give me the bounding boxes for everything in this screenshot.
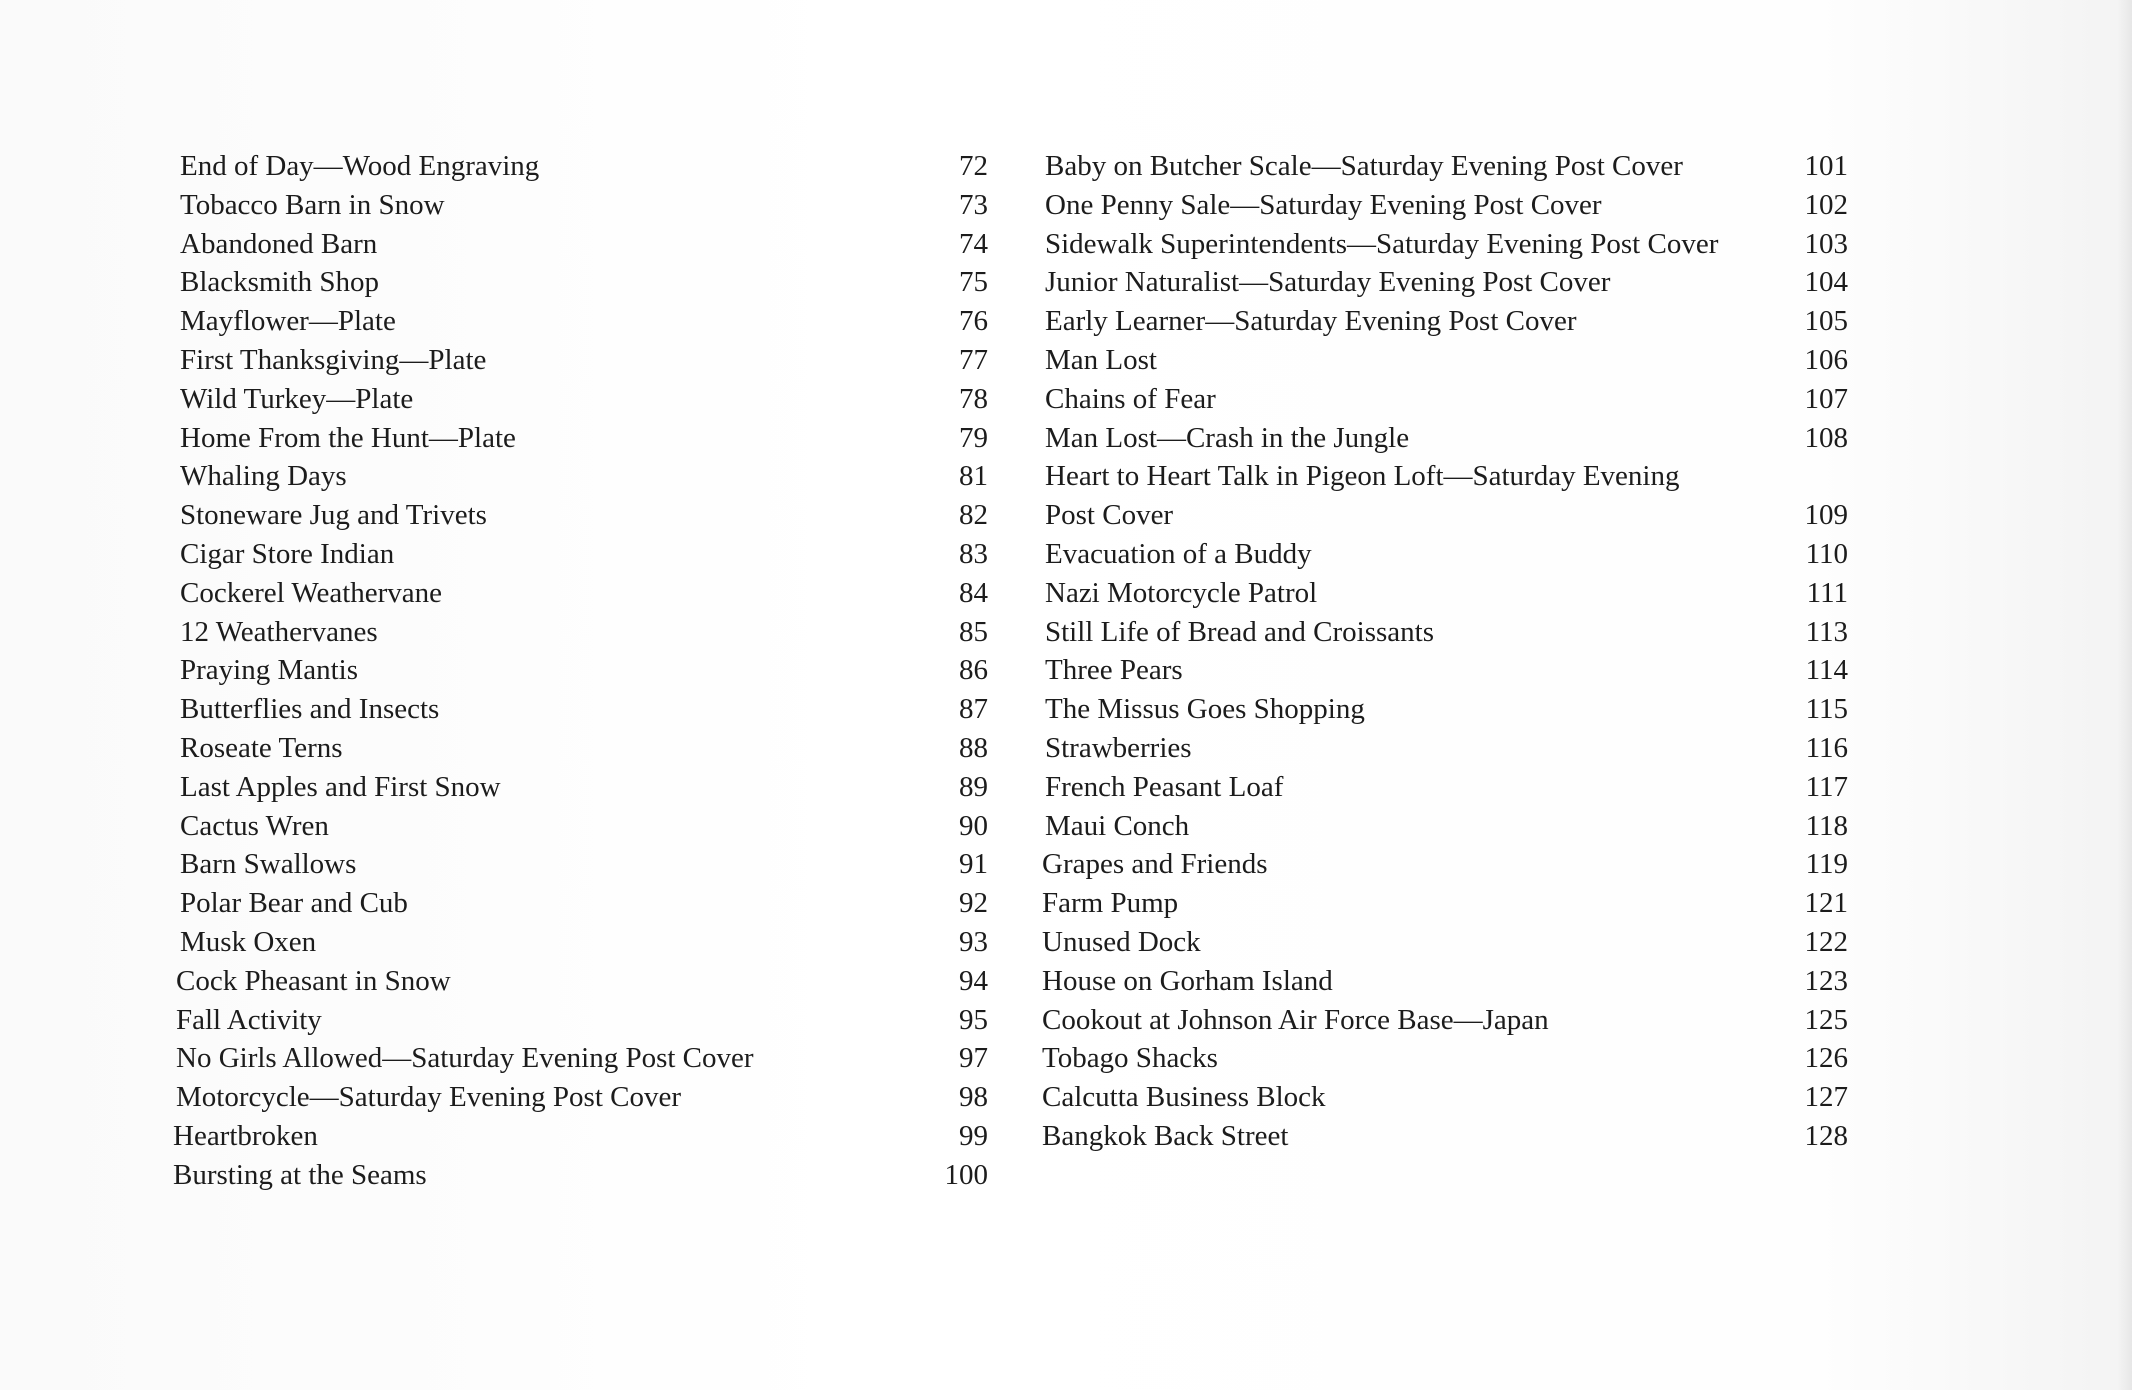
page-edge-shadow [2118, 0, 2132, 1390]
contents-entry [180, 923, 988, 962]
entry-title: Cock Pheasant in Snow [176, 964, 451, 997]
entry-page-number: 91 [959, 848, 988, 881]
entry-page-number: 111 [1806, 576, 1848, 609]
entry-title: Man Lost [1045, 343, 1157, 376]
entry-page-number: 117 [1805, 770, 1848, 803]
contents-entry [180, 729, 988, 768]
entry-page-number: 88 [959, 731, 988, 764]
entry-page-number: 128 [1804, 1119, 1848, 1152]
entry-title: The Missus Goes Shopping [1045, 693, 1365, 726]
entry-title: Fall Activity [176, 1003, 322, 1036]
entry-title: Cockerel Weathervane [180, 576, 443, 609]
entry-title: Mayflower—Plate [180, 305, 396, 338]
contents-entry [176, 1001, 988, 1040]
contents-entry [180, 147, 988, 186]
contents-entry [180, 651, 988, 690]
contents-entry [1045, 225, 1848, 264]
entry-page-number: 94 [959, 964, 988, 997]
entry-page-number: 122 [1804, 925, 1848, 958]
contents-entry [1042, 1039, 1848, 1078]
entry-page-number: 76 [959, 305, 988, 338]
contents-entry [180, 768, 988, 807]
entry-title: Calcutta Business Block [1042, 1081, 1326, 1114]
contents-entry [180, 225, 988, 264]
entry-page-number: 103 [1804, 227, 1848, 260]
contents-entry [180, 419, 988, 458]
entry-page-number: 87 [959, 693, 988, 726]
entry-page-number: 75 [959, 266, 988, 299]
contents-entry [1042, 962, 1848, 1001]
entry-page-number: 110 [1805, 537, 1848, 570]
entry-page-number: 127 [1804, 1081, 1848, 1114]
entry-title: Barn Swallows [180, 848, 357, 881]
contents-entry [180, 884, 988, 923]
entry-title: Tobago Shacks [1042, 1042, 1218, 1075]
entry-page-number: 102 [1804, 188, 1848, 221]
contents-entry [180, 457, 988, 496]
contents-entry [1045, 380, 1848, 419]
contents-entry [180, 302, 988, 341]
entry-page-number: 109 [1804, 499, 1848, 532]
entry-title: Bangkok Back Street [1042, 1119, 1289, 1152]
contents-entry [180, 613, 988, 652]
entry-title: Farm Pump [1042, 887, 1179, 920]
contents-entry [1045, 147, 1848, 186]
entry-page-number: 73 [959, 188, 988, 221]
entry-title: Heartbroken [173, 1119, 318, 1152]
contents-entry [1042, 1117, 1848, 1156]
entry-page-number: 79 [959, 421, 988, 454]
entry-title: French Peasant Loaf [1045, 770, 1284, 803]
contents-entry [180, 380, 988, 419]
entry-page-number: 72 [959, 150, 988, 182]
entry-title: Early Learner—Saturday Evening Post Cover [1045, 305, 1577, 338]
entry-title: Sidewalk Superintendents—Saturday Evening Post Cover [1045, 227, 1719, 260]
contents-entry [1045, 457, 1848, 535]
contents-entry [1042, 845, 1848, 884]
entry-page-number: 114 [1805, 654, 1848, 687]
contents-entry [1045, 729, 1848, 768]
contents-entry [1042, 923, 1848, 962]
entry-title: Blacksmith Shop [180, 266, 379, 299]
entry-title: Roseate Terns [180, 731, 343, 764]
entry-title: Maui Conch [1045, 809, 1190, 842]
contents-entry [180, 186, 988, 225]
contents-entry [176, 962, 988, 1001]
entry-title: One Penny Sale—Saturday Evening Post Cover [1045, 188, 1602, 221]
contents-entry [1045, 651, 1848, 690]
entry-title: Home From the Hunt—Plate [180, 421, 516, 454]
entry-page-number: 107 [1804, 382, 1848, 415]
contents-entry [173, 1156, 988, 1195]
contents-entry [1042, 1078, 1848, 1117]
entry-title: Nazi Motorcycle Patrol [1045, 576, 1318, 609]
entry-title: Polar Bear and Cub [180, 887, 408, 920]
contents-entry [180, 496, 988, 535]
entry-page-number: 108 [1804, 421, 1848, 454]
entry-page-number: 118 [1805, 809, 1848, 842]
contents-entry [1042, 1001, 1848, 1040]
contents-entry [1045, 419, 1848, 458]
entry-page-number: 106 [1804, 343, 1848, 376]
entry-title: Bursting at the Seams [173, 1158, 427, 1191]
entry-page-number: 93 [959, 925, 988, 958]
entry-title: Strawberries [1045, 731, 1192, 764]
entry-page-number: 90 [959, 809, 988, 842]
entry-title: Motorcycle—Saturday Evening Post Cover [176, 1081, 681, 1114]
entry-page-number: 92 [959, 887, 988, 920]
entry-title: Heart to Heart Talk in Pigeon Loft—Saturday Evening Post Cover [1045, 460, 1680, 532]
entry-title: Grapes and Friends [1042, 848, 1268, 881]
entry-title: Three Pears [1045, 654, 1183, 687]
contents-entry [1045, 302, 1848, 341]
entry-title: Praying Mantis [180, 654, 359, 687]
entry-title: No Girls Allowed—Saturday Evening Post Cover [176, 1042, 754, 1075]
entry-page-number: 89 [959, 770, 988, 803]
contents-entry [176, 1078, 988, 1117]
entry-title: Butterflies and Insects [180, 693, 440, 726]
entry-title: Wild Turkey—Plate [180, 382, 414, 415]
contents-entry [180, 574, 988, 613]
contents-entry [1045, 263, 1848, 302]
entry-title: Stoneware Jug and Trivets [180, 499, 487, 532]
entry-page-number: 115 [1805, 693, 1848, 726]
entry-title: Evacuation of a Buddy [1045, 537, 1312, 570]
entry-page-number: 83 [959, 537, 988, 570]
contents-column-right [1042, 147, 1848, 1156]
entry-title: Chains of Fear [1045, 382, 1216, 415]
entry-page-number: 104 [1804, 266, 1848, 299]
entry-page-number: 100 [944, 1158, 988, 1191]
entry-title: Cigar Store Indian [180, 537, 395, 570]
entry-title: Cookout at Johnson Air Force Base—Japan [1042, 1003, 1549, 1036]
entry-page-number: 123 [1804, 964, 1848, 997]
contents-entry [180, 807, 988, 846]
entry-page-number: 82 [959, 499, 988, 532]
entry-title: Cactus Wren [180, 809, 329, 842]
entry-title: Tobacco Barn in Snow [180, 188, 445, 221]
entry-page-number: 78 [959, 382, 988, 415]
entry-title: Baby on Butcher Scale—Saturday Evening Post Cover [1045, 150, 1683, 182]
contents-entry [1042, 884, 1848, 923]
entry-page-number: 97 [959, 1042, 988, 1075]
contents-entry [180, 535, 988, 574]
entry-title: Man Lost—Crash in the Jungle [1045, 421, 1410, 454]
entry-title: End of Day—Wood Engraving [180, 150, 540, 182]
entry-title: Still Life of Bread and Croissants [1045, 615, 1435, 648]
contents-entry [180, 690, 988, 729]
entry-page-number: 101 [1804, 150, 1848, 182]
contents-entry [1045, 341, 1848, 380]
entry-page-number: 116 [1805, 731, 1848, 764]
entry-title: Musk Oxen [180, 925, 317, 958]
entry-title: Abandoned Barn [180, 227, 378, 260]
contents-entry [180, 845, 988, 884]
entry-page-number: 105 [1804, 305, 1848, 338]
contents-entry [176, 1039, 988, 1078]
entry-page-number: 77 [959, 343, 988, 376]
entry-page-number: 85 [959, 615, 988, 648]
entry-page-number: 98 [959, 1081, 988, 1114]
entry-page-number: 86 [959, 654, 988, 687]
contents-entry [180, 341, 988, 380]
entry-page-number: 81 [959, 460, 988, 493]
entry-page-number: 121 [1804, 887, 1848, 920]
entry-title: House on Gorham Island [1042, 964, 1333, 997]
entry-page-number: 113 [1805, 615, 1848, 648]
entry-title: Whaling Days [180, 460, 347, 493]
contents-entry [173, 1117, 988, 1156]
contents-entry [1045, 613, 1848, 652]
contents-column-left [173, 147, 988, 1195]
entry-page-number: 95 [959, 1003, 988, 1036]
entry-page-number: 74 [959, 227, 988, 260]
entry-title: Last Apples and First Snow [180, 770, 501, 803]
contents-entry [180, 263, 988, 302]
entry-page-number: 119 [1805, 848, 1848, 881]
entry-page-number: 84 [959, 576, 988, 609]
contents-entry [1045, 574, 1848, 613]
contents-entry [1045, 768, 1848, 807]
contents-entry [1045, 186, 1848, 225]
entry-title: First Thanksgiving—Plate [180, 343, 487, 376]
entry-title: Unused Dock [1042, 925, 1201, 958]
entry-page-number: 126 [1804, 1042, 1848, 1075]
contents-entry [1045, 690, 1848, 729]
entry-page-number: 125 [1804, 1003, 1848, 1036]
contents-entry [1045, 535, 1848, 574]
entry-title: Junior Naturalist—Saturday Evening Post Cover [1045, 266, 1611, 299]
contents-entry [1045, 807, 1848, 846]
entry-title: 12 Weathervanes [180, 615, 378, 648]
entry-page-number: 99 [959, 1119, 988, 1152]
